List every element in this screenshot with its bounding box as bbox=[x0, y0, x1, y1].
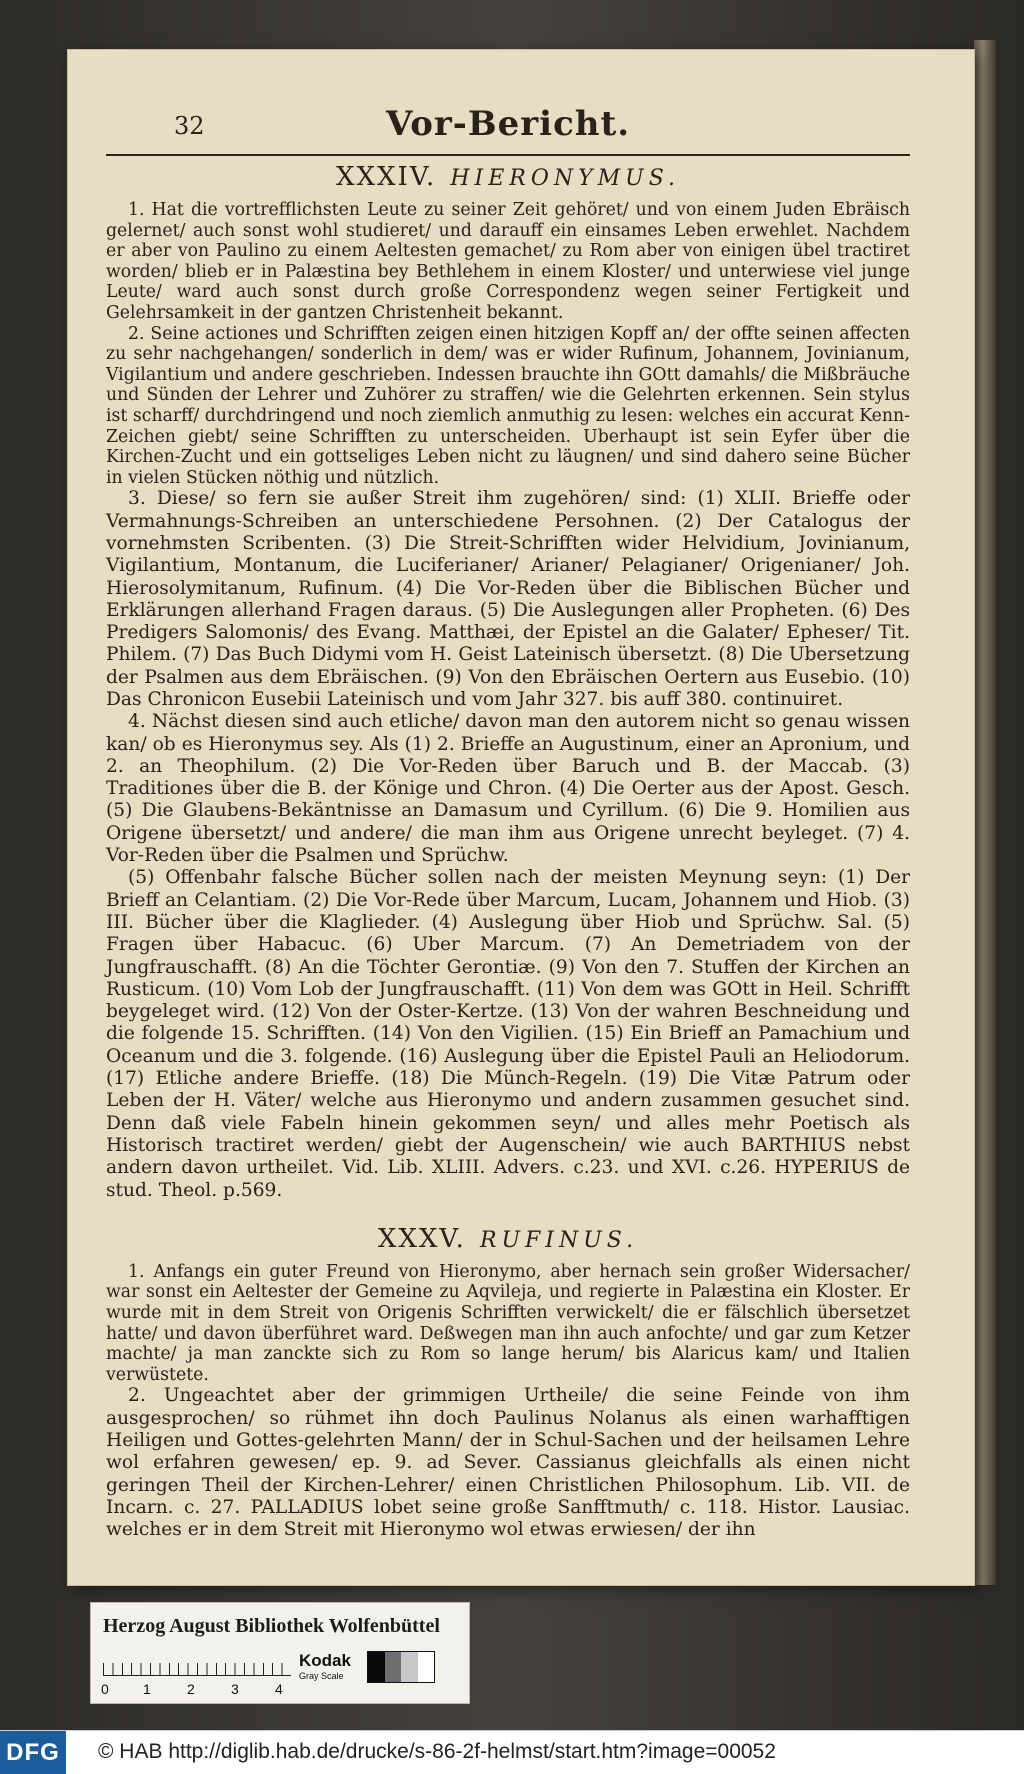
chapter-number: XXXIV. bbox=[336, 162, 437, 192]
copyright-link[interactable]: © HAB http://diglib.hab.de/drucke/s-86-2f-helmst/start.htm?image=00052 bbox=[98, 1740, 776, 1763]
ruler-number: 1 bbox=[143, 1681, 151, 1697]
library-name: Herzog August Bibliothek Wolfenbüttel bbox=[103, 1615, 440, 1637]
chapter-rufinus bbox=[106, 1224, 910, 1542]
footer-bar bbox=[0, 1730, 1024, 1774]
gray-scale-swatches bbox=[367, 1651, 435, 1683]
gray-swatch bbox=[368, 1652, 385, 1682]
paragraph: 1. Hat die vortrefflichsten Leute zu seiner Zeit gehöret/ und von einem Juden Ebräisch gelernet/ auch sonst wohl studieret/ und darauff ein einsames Leben erwehlet. Nachdem er aber von Paulino zu einem Aeltesten gemachet/ zu Rom aber von einigen übel tractiret worden/ blieb er in Palæstina bey Bethlehem in einem Kloster/ und unterwiese viel junge Leute/ ward auch sonst durch große Correspondenz wegen seiner Fertigkeit und Gelehrsamkeit in der gantzen Christenheit bekannt. bbox=[106, 200, 910, 323]
chapter-number: XXXV. bbox=[377, 1223, 466, 1254]
page-number: 32 bbox=[174, 112, 205, 140]
paragraph: (5) Offenbahr falsche Bücher sollen nach der meisten Meynung seyn: (1) Der Brieff an Celantiam. (2) Die Vor-Rede über Marcum, Lucam, Johannem und Hiob. (3) III. Bücher über die Klaglieder. (4) Auslegung über Hiob und Sprüchw. Sal. (5) Fragen über Habacuc. (6) Uber Marcum. (7) An Demetriadem von der Jungfrauschafft. (8) An die Töchter Gerontiæ. (9) Von den 7. Stuffen der Kirchen an Rusticum. (10) Vom Lob der Jungfrauschafft. (11) Von dem was GOtt in Heil. Schrifft beygeleget wird. (12) Von der Oster-Kertze. (13) Von der wahren Beschneidung und die folgende 15. Schrifften. (14) Von den Vigilien. (15) Ein Brieff an Pamachium und Oceanum und die 3. folgende. (16) Auslegung über die Epistel Pauli an Heliodorum. (17) Etliche andere Brieffe. (18) Die Münch-Regeln. (19) Die Vitæ Patrum oder Leben der H. Väter/ welche aus Hieronymo und andern zusammen gesuchet sind. Denn daß viele Fabeln hinein gekommen seyn/ und alles mehr Poetisch als Historisch tractiret werden/ giebt der Augenschein/ wie auch BARTHIUS nebst andern davon urtheilet. Vid. Lib. XLIII. Advers. c.23. und XVI. c.26. HYPERIUS de stud. Theol. p.569. bbox=[106, 867, 910, 1201]
paragraph: 1. Anfangs ein guter Freund von Hieronymo, aber hernach sein großer Widersacher/ war sonst ein Aeltester der Gemeine zu Aqvileja, und regierte in Palæstina ein Kloster. Er wurde mit in dem Streit von Origenis Schrifften verwickelt/ die er fälschlich übersetzet hatte/ und davon überführet ward. Deßwegen man ihn auch anfochte/ und gar zum Ketzer machte/ ja man zanckte sich zu Rom so lange herum/ bis Alaricus kam/ und Italien verwüstete. bbox=[106, 1261, 910, 1385]
scale-ruler bbox=[103, 1653, 291, 1676]
ruler-number: 3 bbox=[231, 1681, 239, 1697]
paragraph: 3. Diese/ so fern sie außer Streit ihm zugehören/ sind: (1) XLII. Brieffe oder Vermahnungs-Schreiben an unterschiedene Persohnen. (2) Der Catalogus der vornehmsten Scribenten. (3) Die Streit-Schrifften wider Helvidium, Jovinianum, Vigilantium, Montanum, die Luciferianer/ Arianer/ Pelagianer/ Origenianer/ Joh. Hierosolymitanum, Rufinum. (4) Die Vor-Reden über die Biblischen Bücher und Erklärungen allerhand Fragen daraus. (5) Die Auslegungen aller Propheten. (6) Des Predigers Salomonis/ des Evang. Matthæi, der Epistel an die Galater/ Epheser/ Tit. Philem. (7) Das Buch Didymi vom H. Geist Lateinisch übersetzt. (8) Die Ubersetzung der Psalmen aus dem Ebräischen. (9) Von den Ebräischen Oertern aus Eusebio. (10) Das Chronicon Eusebii Lateinisch und vom Jahr 327. bis auff 380. continuiret. bbox=[106, 488, 910, 710]
gray-swatch bbox=[385, 1652, 402, 1682]
chapter-heading bbox=[106, 162, 910, 192]
paragraph: 2. Seine actiones und Schrifften zeigen einen hitzigen Kopff an/ der offte seinen affecten zu sehr nachgehangen/ sonderlich in dem/ was er wider Rufinum, Johannem, Jovinianum, Vigilantium und andere geschrieben. Indessen brauchte ihn GOtt damahls/ die Mißbräuche und Sünden der Lehrer und Zuhörer zu straffen/ wie die Gelehrten erkennen. Sein stylus ist scharff/ durchdringend und noch ziemlich anmuthig zu lesen: welches ein accurat Kenn-Zeichen giebt/ seine Schrifften zu unterscheiden. Uberhaupt ist sein Eyfer über die Kirchen-Zucht und ein gottseliges Leben nicht zu läugnen/ und sind dahero seine Bücher in vielen Stücken nöthig und nützlich. bbox=[106, 323, 910, 488]
library-color-card bbox=[90, 1602, 470, 1704]
dfg-logo: DFG bbox=[0, 1731, 66, 1774]
ruler-number: 2 bbox=[187, 1681, 195, 1697]
chapter-heading bbox=[106, 1224, 910, 1254]
ruler-number: 0 bbox=[101, 1681, 109, 1697]
paragraph: 4. Nächst diesen sind auch etliche/ davon man den autorem nicht so genau wissen kan/ ob es Hieronymus sey. Als (1) 2. Brieffe an Augustinum, einer an Apronium, und 2. an Theophilum. (2) Die Vor-Reden über Baruch und B. der Maccab. (3) Traditiones über die B. der Könige und Chron. (4) Die Oerter aus der Apost. Gesch. (5) Die Glaubens-Bekäntnisse an Damasum und Cyrillum. (6) Die 9. Homilien aus Origene übersetzt/ und andere/ die man ihm aus Origene unrecht beyleget. (7) 4. Vor-Reden über die Psalmen und Sprüchw. bbox=[106, 711, 910, 867]
chapter-name: HIERONYMUS. bbox=[450, 166, 680, 191]
head-rule bbox=[106, 154, 910, 156]
gray-swatch bbox=[418, 1652, 435, 1682]
kodak-logo bbox=[299, 1651, 363, 1681]
kodak-brand: Kodak bbox=[299, 1651, 351, 1670]
ruler-number: 4 bbox=[275, 1681, 283, 1697]
book-page-edge bbox=[974, 40, 996, 1585]
running-head-title: Vor-Bericht. bbox=[385, 104, 631, 144]
kodak-subtitle: Gray Scale bbox=[299, 1671, 344, 1681]
running-head bbox=[106, 100, 910, 150]
chapter-name: RUFINUS. bbox=[479, 1227, 639, 1253]
paragraph: 2. Ungeachtet aber der grimmigen Urtheile/ die seine Feinde von ihm ausgesprochen/ so rühmet ihn doch Paulinus Nolanus als einen warhafftigen Heiligen und Gottes-gelehrten Mann/ der in Schul-Sachen und der heilsamen Lehre wol erfahren gewesen/ ep. 9. ad Sever. Cassianus gleichfalls als einen nicht geringen Theil der Kirchen-Lehrer/ einen Christlichen Philosophum. Lib. VII. de Incarn. c. 27. PALLADIUS lobet seine große Sanfftmuth/ c. 118. Histor. Lausiac. welches er in dem Streit mit Hieronymo wol etwas erwiesen/ der ihn bbox=[106, 1385, 910, 1541]
page-text-area bbox=[106, 100, 910, 1541]
chapter-hieronymus bbox=[106, 162, 910, 1202]
gray-swatch bbox=[401, 1652, 418, 1682]
